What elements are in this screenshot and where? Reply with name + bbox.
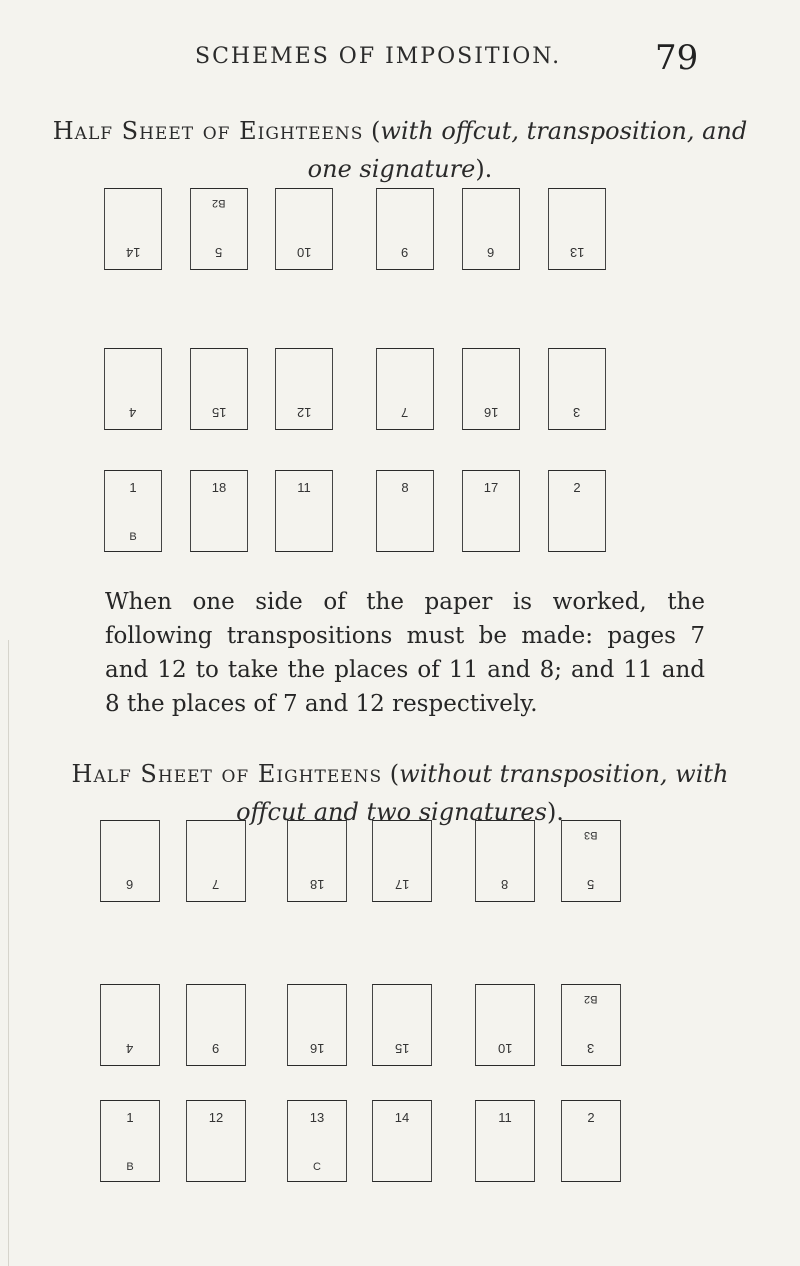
page-number-inverted: 16 <box>309 1041 325 1056</box>
page-number: 11 <box>297 480 311 495</box>
page-number-inverted: 14 <box>125 245 141 260</box>
page-box <box>475 1100 535 1182</box>
page-number-inverted: 9 <box>212 1041 220 1056</box>
page-number-inverted: 15 <box>394 1041 410 1056</box>
page-box <box>372 984 432 1066</box>
page-box <box>561 1100 621 1182</box>
scheme2-heading-italic-1: without transposition, with <box>399 760 729 788</box>
page-box <box>104 348 162 430</box>
page-number: 11 <box>498 1110 512 1125</box>
scheme2-heading-line1: Half Sheet of Eighteens (without transposition, with <box>71 760 729 788</box>
page-box <box>275 470 333 552</box>
page-number-inverted: 8 <box>501 877 509 892</box>
page-number: 2 <box>573 480 581 495</box>
page-box <box>275 188 333 270</box>
page-box <box>186 820 246 902</box>
page-box <box>104 188 162 270</box>
page-box <box>190 188 248 270</box>
page-number-inverted: 15 <box>211 405 227 420</box>
page-box <box>376 470 434 552</box>
scheme2-heading-italic-2: offcut and two signatures <box>236 798 547 826</box>
diagram1-row2 <box>0 348 800 430</box>
page-number: 2 <box>587 1110 595 1125</box>
page-number-inverted: 16 <box>483 405 499 420</box>
page-box <box>462 188 520 270</box>
page-box <box>548 470 606 552</box>
page-box <box>372 820 432 902</box>
page-box <box>462 470 520 552</box>
page-number-inverted: 7 <box>401 405 409 420</box>
body-paragraph: When one side of the paper is worked, the following transpositions must be made: pages 7 and 12 to take the places of 11 and 8; and 11 and 8 the places of 7 and 12 respectively. <box>105 589 705 717</box>
signature-mark: B2 <box>584 993 598 1005</box>
page-box <box>376 188 434 270</box>
signature-mark: B <box>126 1161 134 1173</box>
page-box <box>190 348 248 430</box>
page-number-inverted: 5 <box>215 245 223 260</box>
diagram1-row1 <box>0 188 800 270</box>
scheme1-heading-line1: Half Sheet of Eighteens (with offcut, transposition, and <box>52 117 748 145</box>
page-box <box>372 1100 432 1182</box>
page-number: 8 <box>401 480 409 495</box>
page-number-inverted: 3 <box>573 405 581 420</box>
signature-mark: C <box>313 1161 321 1173</box>
page-box <box>287 1100 347 1182</box>
page-number: 13 <box>309 1110 325 1125</box>
page-number-inverted: 4 <box>129 405 137 420</box>
page-number-inverted: 4 <box>126 1041 134 1056</box>
diagram2-row1 <box>0 820 800 902</box>
page-number: 1 <box>129 480 137 495</box>
running-head <box>0 38 800 78</box>
page-box <box>561 984 621 1066</box>
signature-mark: B2 <box>212 197 226 209</box>
page-number: 18 <box>211 480 227 495</box>
page-number-inverted: 17 <box>394 877 410 892</box>
page-number-inverted: 10 <box>296 245 312 260</box>
page-box <box>376 348 434 430</box>
scheme2-heading-line2: offcut and two signatures). <box>236 798 564 826</box>
scheme1-heading-italic-1: with offcut, transposition, and <box>380 117 748 145</box>
page-number-inverted: 9 <box>401 245 409 260</box>
scheme1-heading-title: Half Sheet of Eighteens <box>52 117 364 145</box>
page-number-inverted: 3 <box>587 1041 595 1056</box>
page-box <box>287 820 347 902</box>
page-number: 14 <box>394 1110 410 1125</box>
page-box <box>186 984 246 1066</box>
signature-mark: B <box>129 531 137 543</box>
page-number-inverted: 13 <box>569 245 585 260</box>
page-box <box>275 348 333 430</box>
page-box <box>100 1100 160 1182</box>
diagram2-row2 <box>0 984 800 1066</box>
page-box <box>561 820 621 902</box>
page-number-inverted: 12 <box>296 405 312 420</box>
running-title: SCHEMES OF IMPOSITION. <box>195 44 562 69</box>
page-box <box>548 188 606 270</box>
page-number: 17 <box>483 480 499 495</box>
page-number-inverted: 6 <box>126 877 134 892</box>
page-box <box>475 820 535 902</box>
page-number: 12 <box>208 1110 224 1125</box>
page-box <box>287 984 347 1066</box>
page-number: 79 <box>655 38 699 78</box>
page-number-inverted: 10 <box>497 1041 513 1056</box>
page-box <box>462 348 520 430</box>
page-box <box>186 1100 246 1182</box>
page-box <box>104 470 162 552</box>
page-number-inverted: 6 <box>487 245 495 260</box>
page-number-inverted: 18 <box>309 877 325 892</box>
page-number-inverted: 7 <box>212 877 220 892</box>
page-box <box>100 984 160 1066</box>
page-box <box>548 348 606 430</box>
scheme1-heading-line2: one signature). <box>307 155 493 183</box>
scheme2-heading-title: Half Sheet of Eighteens <box>71 760 383 788</box>
page-box <box>100 820 160 902</box>
signature-mark: B3 <box>584 829 598 841</box>
page-edge-stain <box>8 640 9 1266</box>
diagram1-row3 <box>0 470 800 552</box>
scheme1-heading <box>0 112 800 188</box>
diagram2-row3 <box>0 1100 800 1182</box>
scheme1-heading-italic-2: one signature <box>307 155 476 183</box>
page-box <box>190 470 248 552</box>
page-box <box>475 984 535 1066</box>
page-number-inverted: 5 <box>587 877 595 892</box>
page-number: 1 <box>126 1110 134 1125</box>
